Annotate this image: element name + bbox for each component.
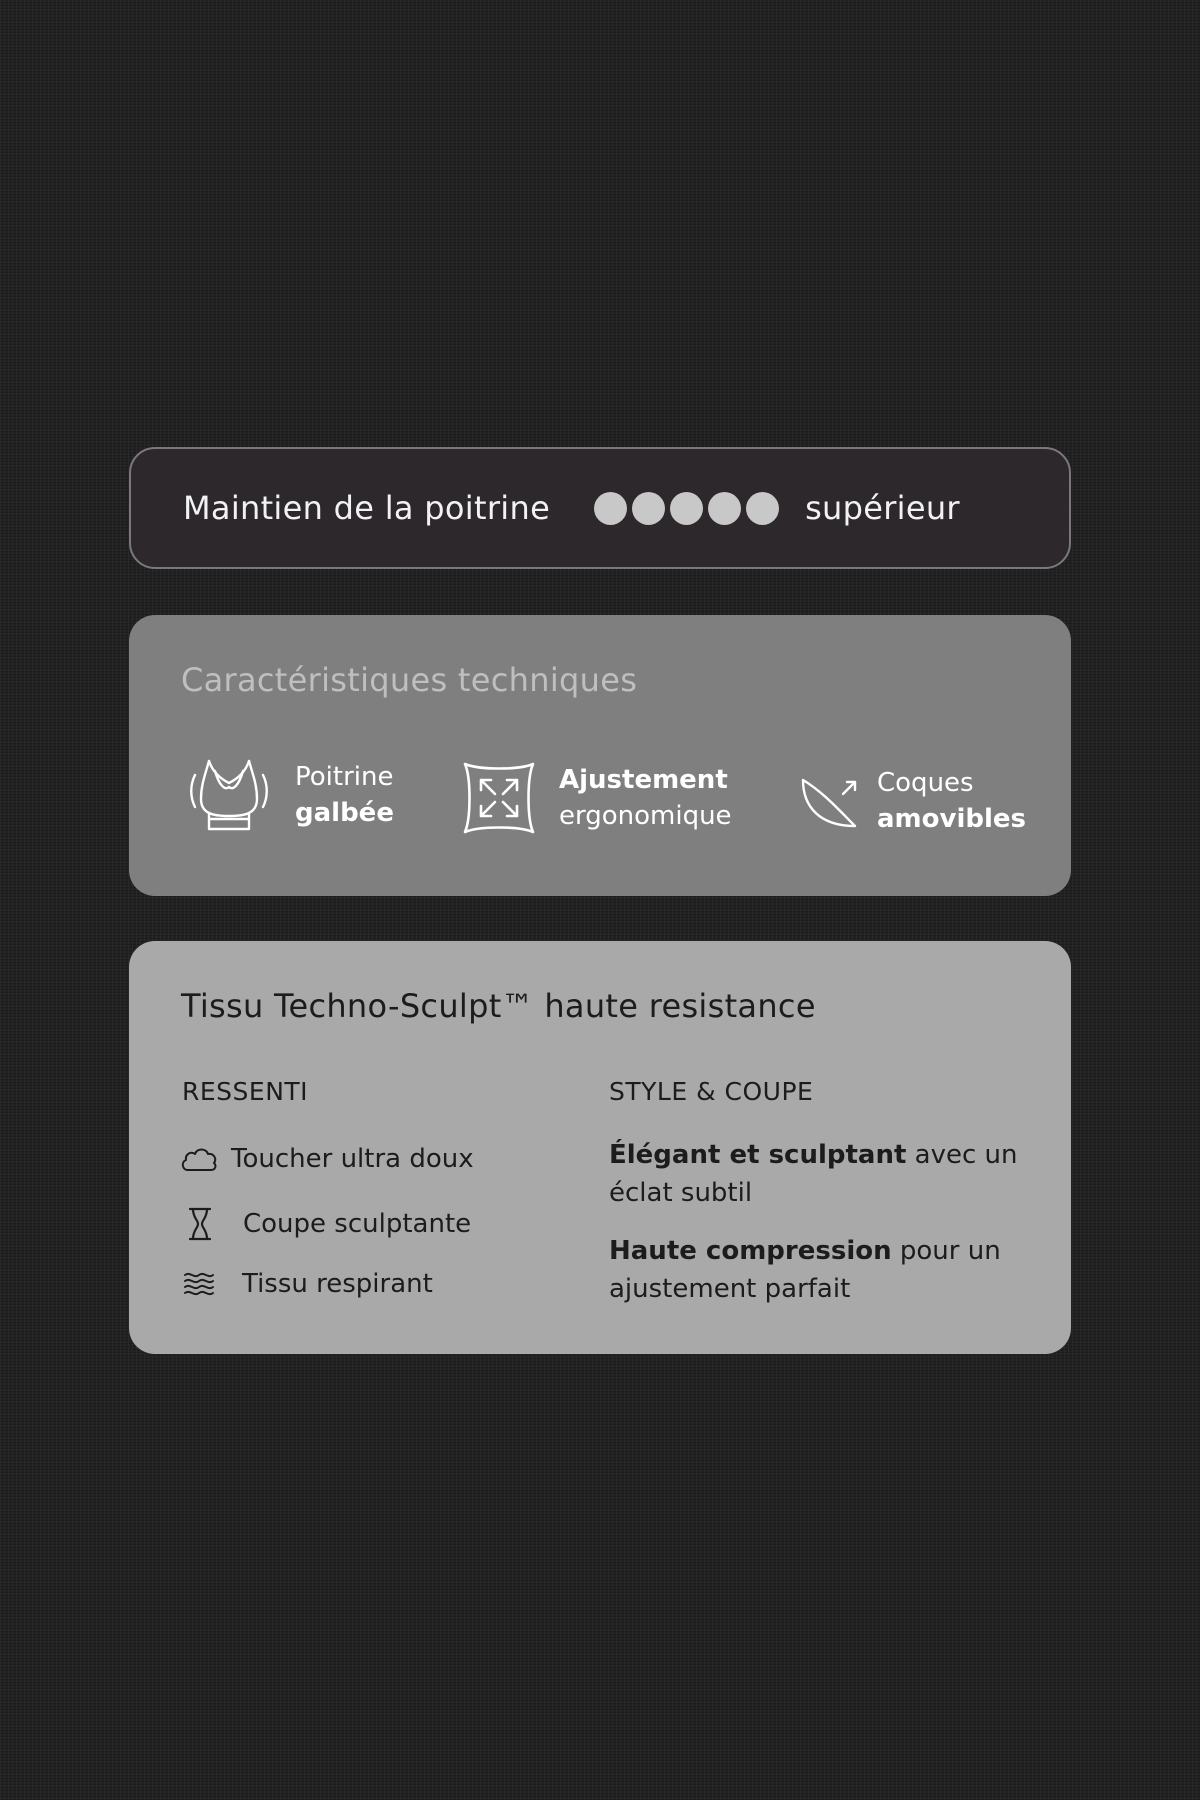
hourglass-icon <box>185 1206 227 1242</box>
rating-dot <box>670 492 703 525</box>
support-level: supérieur <box>805 489 960 527</box>
feature-label: Coques <box>877 768 974 798</box>
feel-item <box>179 1144 474 1174</box>
removable-cup-icon <box>799 770 861 832</box>
rating-dot <box>632 492 665 525</box>
style-paragraph-text: pour un ajustement parfait <box>609 1236 1001 1304</box>
feature-label-strong: galbée <box>295 798 394 828</box>
style-paragraph-strong: Haute compression <box>609 1236 892 1266</box>
style-paragraph-strong: Élégant et sculptant <box>609 1140 907 1170</box>
rating-dot <box>594 492 627 525</box>
feel-item-label: Coupe sculptante <box>243 1209 472 1239</box>
style-heading: STYLE & COUPE <box>609 1077 814 1106</box>
feature-label: Poitrine <box>295 762 394 792</box>
style-paragraph-text: avec un éclat subtil <box>609 1140 1018 1208</box>
feature-ergonomic-fit <box>461 760 732 836</box>
feature-label-strong: amovibles <box>877 804 1026 834</box>
feature-label-strong: Ajustement <box>559 765 728 795</box>
waves-icon <box>182 1270 228 1298</box>
technical-card <box>129 615 1071 896</box>
style-paragraph <box>609 1232 1029 1308</box>
feel-item <box>185 1206 471 1242</box>
support-rating <box>594 492 779 525</box>
feel-item-label: Tissu respirant <box>242 1269 433 1299</box>
support-label: Maintien de la poitrine <box>183 489 551 527</box>
style-paragraph <box>609 1136 1029 1212</box>
fabric-title: Tissu Techno-Sculpt™ haute resistance <box>181 987 816 1025</box>
rating-dot <box>708 492 741 525</box>
cloud-icon <box>179 1144 231 1174</box>
support-card <box>129 447 1071 569</box>
feel-heading: RESSENTI <box>182 1077 309 1106</box>
ergonomic-fit-icon <box>461 760 537 836</box>
sports-bra-icon <box>187 757 271 833</box>
rating-dot <box>746 492 779 525</box>
feel-item <box>182 1269 433 1299</box>
feature-removable-cups <box>799 765 1026 837</box>
fabric-card <box>129 941 1071 1354</box>
feature-label: ergonomique <box>559 801 732 831</box>
technical-title: Caractéristiques techniques <box>181 661 638 699</box>
feature-shaped-chest <box>187 757 394 833</box>
feel-item-label: Toucher ultra doux <box>231 1144 474 1174</box>
